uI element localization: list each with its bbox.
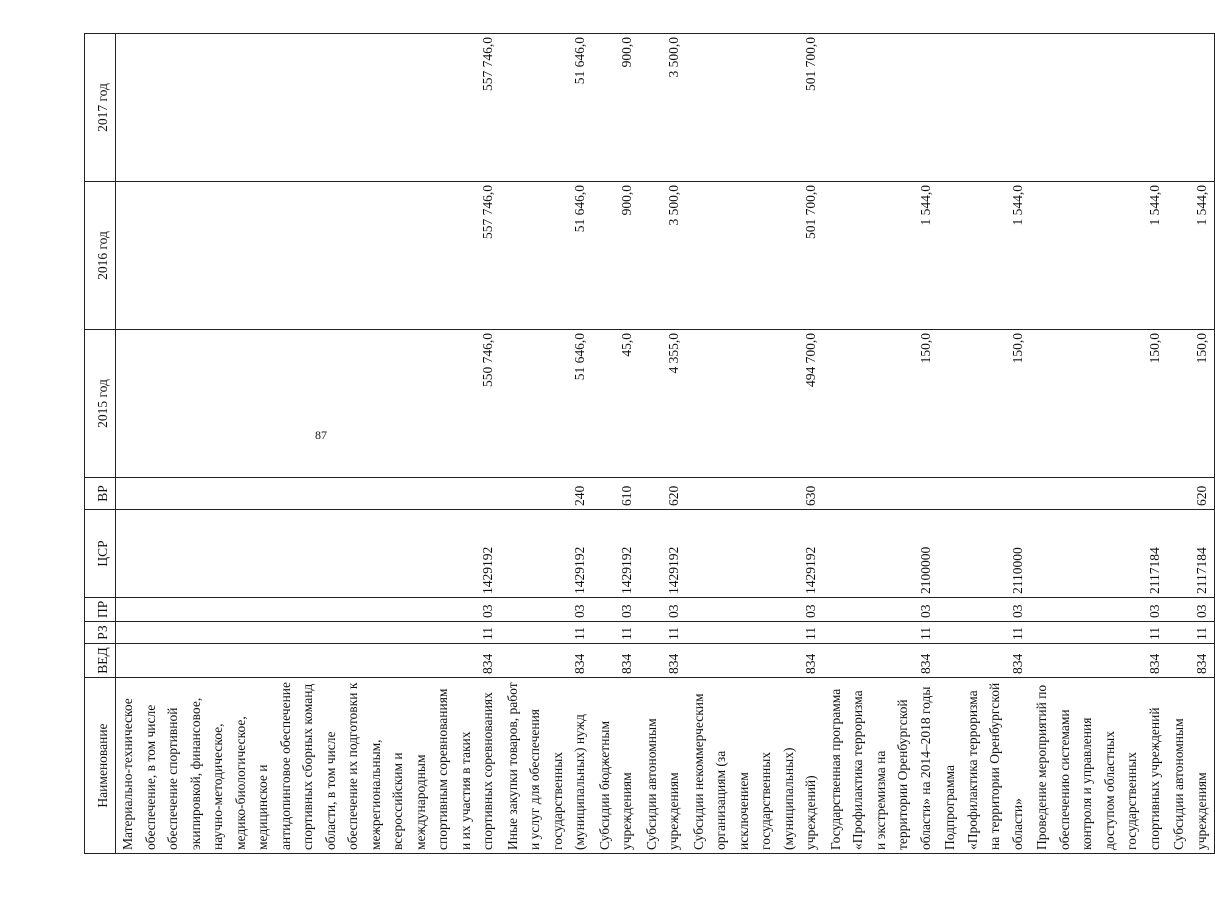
row-ved: 834 [938, 644, 1030, 678]
row-csr: 2100000 [824, 510, 939, 598]
table-row [116, 34, 501, 854]
row-value-2017: 3 500,0 [640, 34, 687, 182]
row-name: Иные закупки товаров, работ и услуг для обеспечения государственных (муниципальных) нужд [501, 678, 593, 854]
row-vr: 240 [501, 478, 593, 510]
header-csr: ЦСР [85, 510, 116, 598]
header-ved: ВЕД [85, 644, 116, 678]
row-value-2015: 150,0 [1167, 330, 1215, 478]
row-vr: 630 [687, 478, 824, 510]
header-2016: 2016 год [85, 182, 116, 330]
row-value-2015: 494 700,0 [687, 330, 824, 478]
row-pr: 03 [1030, 598, 1167, 622]
row-vr: 610 [593, 478, 640, 510]
row-csr: 2117184 [1167, 510, 1215, 598]
row-name: Субсидии некоммерческим организациям (за исключением государственных (муниципальных) учреждений) [687, 678, 824, 854]
table-row [938, 34, 1030, 854]
row-csr: 2110000 [938, 510, 1030, 598]
row-value-2015: 45,0 [593, 330, 640, 478]
row-pr: 03 [593, 598, 640, 622]
row-ved: 834 [824, 644, 939, 678]
row-value-2016: 557 746,0 [116, 182, 501, 330]
row-csr: 1429192 [116, 510, 501, 598]
row-rz: 11 [1167, 622, 1215, 644]
row-rz: 11 [640, 622, 687, 644]
row-value-2017 [824, 34, 939, 182]
row-rz: 11 [1030, 622, 1167, 644]
table-row [501, 34, 593, 854]
row-name: Субсидии бюджетным учреждениям [593, 678, 640, 854]
header-pr: ПР [85, 598, 116, 622]
row-csr: 1429192 [501, 510, 593, 598]
header-name: Наименование [85, 678, 116, 854]
table-row [687, 34, 824, 854]
row-rz: 11 [824, 622, 939, 644]
row-name: Подпрограмма «Профилактика терроризма на территории Оренбургской области» [938, 678, 1030, 854]
row-vr: 620 [640, 478, 687, 510]
row-ved: 834 [640, 644, 687, 678]
table-row [1030, 34, 1167, 854]
row-ved: 834 [1167, 644, 1215, 678]
row-value-2016: 1 544,0 [938, 182, 1030, 330]
row-value-2017: 501 700,0 [687, 34, 824, 182]
row-name: Материально-техническое обеспечение, в том числе обеспечение спортивной экипировкой, финансовое, научно-методическое, медико-биологическое, медицинское и антидопинговое обеспечение спортивных сборных команд области, в том числе обеспечение их подготовки к межрегиональным, всероссийским и международным спортивным соревнованиям и их участия в таких спортивных соревнованиях [116, 678, 501, 854]
row-rz: 11 [116, 622, 501, 644]
header-rz: РЗ [85, 622, 116, 644]
row-pr: 03 [640, 598, 687, 622]
row-ved: 834 [1030, 644, 1167, 678]
row-value-2016: 1 544,0 [824, 182, 939, 330]
row-value-2017 [1167, 34, 1215, 182]
row-rz: 11 [501, 622, 593, 644]
header-vr: ВР [85, 478, 116, 510]
row-pr: 03 [501, 598, 593, 622]
row-value-2016: 501 700,0 [687, 182, 824, 330]
row-csr: 1429192 [687, 510, 824, 598]
row-vr [938, 478, 1030, 510]
row-ved: 834 [687, 644, 824, 678]
header-2015: 2015 год [85, 330, 116, 478]
row-value-2017 [938, 34, 1030, 182]
row-csr: 1429192 [593, 510, 640, 598]
row-value-2015: 150,0 [824, 330, 939, 478]
row-csr: 2117184 [1030, 510, 1167, 598]
row-value-2016: 900,0 [593, 182, 640, 330]
table-header-row [85, 34, 116, 854]
row-ved: 834 [501, 644, 593, 678]
row-vr: 620 [1167, 478, 1215, 510]
row-name: Проведение мероприятий по обеспечению системами контроля и управления доступом областных государственных спортивных учреждений [1030, 678, 1167, 854]
row-vr [1030, 478, 1167, 510]
table-row [593, 34, 640, 854]
row-value-2015: 4 355,0 [640, 330, 687, 478]
row-rz: 11 [938, 622, 1030, 644]
row-ved: 834 [593, 644, 640, 678]
row-value-2017 [1030, 34, 1167, 182]
table-row [640, 34, 687, 854]
budget-table-wrapper [84, 34, 1209, 854]
row-value-2016: 1 544,0 [1030, 182, 1167, 330]
row-rz: 11 [687, 622, 824, 644]
row-value-2015: 150,0 [938, 330, 1030, 478]
row-name: Субсидии автономным учреждениям [640, 678, 687, 854]
row-value-2017: 900,0 [593, 34, 640, 182]
row-pr: 03 [824, 598, 939, 622]
row-name: Субсидии автономным учреждениям [1167, 678, 1215, 854]
row-value-2016: 51 646,0 [501, 182, 593, 330]
table-row [824, 34, 939, 854]
row-pr: 03 [687, 598, 824, 622]
row-vr [824, 478, 939, 510]
table-row [1167, 34, 1215, 854]
row-value-2015: 51 646,0 [501, 330, 593, 478]
row-value-2016: 3 500,0 [640, 182, 687, 330]
row-value-2017: 557 746,0 [116, 34, 501, 182]
row-value-2016: 1 544,0 [1167, 182, 1215, 330]
budget-table [84, 33, 1215, 854]
row-vr [116, 478, 501, 510]
row-pr: 03 [1167, 598, 1215, 622]
row-ved: 834 [116, 644, 501, 678]
row-rz: 11 [593, 622, 640, 644]
row-value-2015: 550 746,0 [116, 330, 501, 478]
page-number: 87 [315, 428, 327, 442]
header-2017: 2017 год [85, 34, 116, 182]
row-value-2017: 51 646,0 [501, 34, 593, 182]
row-csr: 1429192 [640, 510, 687, 598]
row-pr: 03 [938, 598, 1030, 622]
row-pr: 03 [116, 598, 501, 622]
row-name: Государственная программа «Профилактика терроризма и экстремизма на территории Оренбургской области» на 2014–2018 годы [824, 678, 939, 854]
row-value-2015: 150,0 [1030, 330, 1167, 478]
